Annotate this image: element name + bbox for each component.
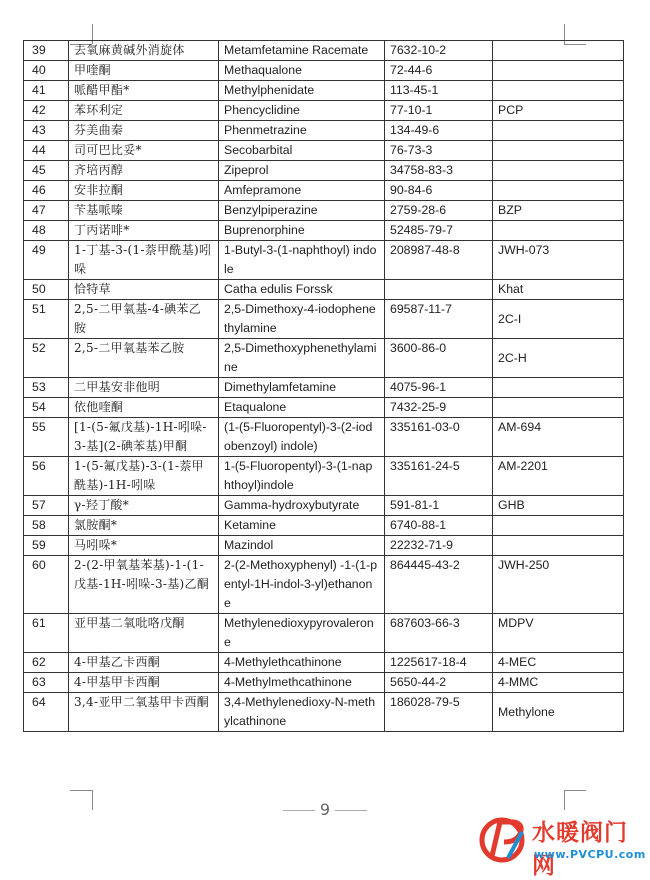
row-number-cell: 45 — [24, 161, 69, 181]
chinese-name-cell: 2,5-二甲氧基-4-碘苯乙胺 — [69, 300, 219, 339]
english-name-cell: Methaqualone — [219, 61, 385, 81]
cas-number-cell: 591-81-1 — [385, 496, 493, 516]
table-row — [24, 457, 624, 496]
abbreviation-cell — [493, 221, 624, 241]
english-name-cell: Ketamine — [219, 516, 385, 536]
row-number-cell: 49 — [24, 241, 69, 280]
abbreviation-cell: 2C-H — [493, 339, 624, 378]
table-row — [24, 693, 624, 732]
english-name-cell: Dimethylamfetamine — [219, 378, 385, 398]
table-row — [24, 241, 624, 280]
abbreviation-cell: BZP — [493, 201, 624, 221]
cas-number-cell: 72-44-6 — [385, 61, 493, 81]
row-number-cell: 56 — [24, 457, 69, 496]
row-number-cell: 40 — [24, 61, 69, 81]
cas-number-cell: 1225617-18-4 — [385, 653, 493, 673]
abbreviation-cell — [493, 161, 624, 181]
abbreviation-cell: AM-694 — [493, 418, 624, 457]
english-name-cell: Metamfetamine Racemate — [219, 41, 385, 61]
crop-mark-bottom-right-h — [564, 790, 586, 791]
row-number-cell: 55 — [24, 418, 69, 457]
controlled-substances-table — [23, 40, 624, 732]
table-row — [24, 536, 624, 556]
cas-number-cell: 2759-28-6 — [385, 201, 493, 221]
english-name-cell: Secobarbital — [219, 141, 385, 161]
english-name-cell: 2,5-Dimethoxyphenethylamine — [219, 339, 385, 378]
table-row — [24, 339, 624, 378]
cas-number-cell: 34758-83-3 — [385, 161, 493, 181]
cas-number-cell: 113-45-1 — [385, 81, 493, 101]
english-name-cell: Methylenedioxypyrovalerone — [219, 614, 385, 653]
chinese-name-cell: 4-甲基乙卡西酮 — [69, 653, 219, 673]
table-row — [24, 496, 624, 516]
english-name-cell: Methylphenidate — [219, 81, 385, 101]
cas-number-cell: 4075-96-1 — [385, 378, 493, 398]
row-number-cell: 52 — [24, 339, 69, 378]
table-body — [24, 41, 624, 732]
chinese-name-cell: 丁丙诺啡* — [69, 221, 219, 241]
cas-number-cell: 3600-86-0 — [385, 339, 493, 378]
cas-number-cell: 22232-71-9 — [385, 536, 493, 556]
english-name-cell: 2-(2-Methoxyphenyl) -1-(1-pentyl-1H-indol-3-yl)ethanone — [219, 556, 385, 614]
crop-mark-bottom-left-h — [70, 790, 92, 791]
chinese-name-cell: 2,5-二甲氧基苯乙胺 — [69, 339, 219, 378]
row-number-cell: 53 — [24, 378, 69, 398]
table-row — [24, 201, 624, 221]
row-number-cell: 59 — [24, 536, 69, 556]
abbreviation-cell: JWH-250 — [493, 556, 624, 614]
row-number-cell: 39 — [24, 41, 69, 61]
table-row — [24, 378, 624, 398]
row-number-cell: 64 — [24, 693, 69, 732]
chinese-name-cell: 马吲哚* — [69, 536, 219, 556]
abbreviation-cell: PCP — [493, 101, 624, 121]
table-row — [24, 418, 624, 457]
cas-number-cell: 687603-66-3 — [385, 614, 493, 653]
table-row — [24, 161, 624, 181]
watermark-logo-icon — [478, 812, 528, 864]
crop-mark-bottom-left-v — [92, 790, 93, 810]
row-number-cell: 47 — [24, 201, 69, 221]
abbreviation-cell — [493, 141, 624, 161]
english-name-cell: 3,4-Methylenedioxy-N-methylcathinone — [219, 693, 385, 732]
cas-number-cell: 52485-79-7 — [385, 221, 493, 241]
table-row — [24, 141, 624, 161]
cas-number-cell: 134-49-6 — [385, 121, 493, 141]
row-number-cell: 44 — [24, 141, 69, 161]
chinese-name-cell: 氯胺酮* — [69, 516, 219, 536]
english-name-cell: 4-Methylmethcathinone — [219, 673, 385, 693]
table-row — [24, 61, 624, 81]
page-number: 9 — [319, 800, 331, 819]
english-name-cell: Phenmetrazine — [219, 121, 385, 141]
table-row — [24, 221, 624, 241]
english-name-cell: Benzylpiperazine — [219, 201, 385, 221]
cas-number-cell — [385, 280, 493, 300]
row-number-cell: 61 — [24, 614, 69, 653]
table-row — [24, 556, 624, 614]
english-name-cell: Etaqualone — [219, 398, 385, 418]
table-row — [24, 653, 624, 673]
row-number-cell: 63 — [24, 673, 69, 693]
chinese-name-cell: 4-甲基甲卡西酮 — [69, 673, 219, 693]
chinese-name-cell: 苄基哌嗪 — [69, 201, 219, 221]
abbreviation-cell — [493, 41, 624, 61]
english-name-cell: Mazindol — [219, 536, 385, 556]
english-name-cell: Catha edulis Forssk — [219, 280, 385, 300]
row-number-cell: 42 — [24, 101, 69, 121]
abbreviation-cell — [493, 398, 624, 418]
chinese-name-cell: 哌醋甲酯* — [69, 81, 219, 101]
english-name-cell: Buprenorphine — [219, 221, 385, 241]
abbreviation-cell — [493, 181, 624, 201]
table-row — [24, 41, 624, 61]
chinese-name-cell: 恰特草 — [69, 280, 219, 300]
cas-number-cell: 335161-03-0 — [385, 418, 493, 457]
chinese-name-cell: 司可巴比妥* — [69, 141, 219, 161]
abbreviation-cell — [493, 378, 624, 398]
chinese-name-cell: 亚甲基二氧吡咯戊酮 — [69, 614, 219, 653]
row-number-cell: 46 — [24, 181, 69, 201]
abbreviation-cell: MDPV — [493, 614, 624, 653]
abbreviation-cell: 4-MMC — [493, 673, 624, 693]
table-row — [24, 121, 624, 141]
row-number-cell: 58 — [24, 516, 69, 536]
chinese-name-cell: 齐培丙醇 — [69, 161, 219, 181]
cas-number-cell: 864445-43-2 — [385, 556, 493, 614]
abbreviation-cell — [493, 516, 624, 536]
abbreviation-cell — [493, 61, 624, 81]
watermark-url: www.PVCPU.com — [534, 848, 646, 861]
cas-number-cell: 7432-25-9 — [385, 398, 493, 418]
english-name-cell: (1-(5-Fluoropentyl)-3-(2-iodobenzoyl) indole) — [219, 418, 385, 457]
cas-number-cell: 208987-48-8 — [385, 241, 493, 280]
cas-number-cell: 76-73-3 — [385, 141, 493, 161]
english-name-cell: Gamma-hydroxybutyrate — [219, 496, 385, 516]
table-row — [24, 673, 624, 693]
table-row — [24, 81, 624, 101]
table-row — [24, 398, 624, 418]
english-name-cell: 2,5-Dimethoxy-4-iodophenethylamine — [219, 300, 385, 339]
english-name-cell: 4-Methylethcathinone — [219, 653, 385, 673]
cas-number-cell: 7632-10-2 — [385, 41, 493, 61]
row-number-cell: 48 — [24, 221, 69, 241]
page-number-line-right — [335, 810, 367, 811]
row-number-cell: 57 — [24, 496, 69, 516]
cas-number-cell: 6740-88-1 — [385, 516, 493, 536]
chinese-name-cell: 芬美曲秦 — [69, 121, 219, 141]
english-name-cell: 1-Butyl-3-(1-naphthoyl) indole — [219, 241, 385, 280]
site-watermark — [474, 806, 650, 879]
chinese-name-cell: 甲喹酮 — [69, 61, 219, 81]
row-number-cell: 41 — [24, 81, 69, 101]
abbreviation-cell: AM-2201 — [493, 457, 624, 496]
abbreviation-cell — [493, 81, 624, 101]
cas-number-cell: 186028-79-5 — [385, 693, 493, 732]
chinese-name-cell: 去氧麻黄碱外消旋体 — [69, 41, 219, 61]
table-row — [24, 101, 624, 121]
table-row — [24, 516, 624, 536]
chinese-name-cell: 苯环利定 — [69, 101, 219, 121]
abbreviation-cell: Khat — [493, 280, 624, 300]
abbreviation-cell: 4-MEC — [493, 653, 624, 673]
abbreviation-cell: JWH-073 — [493, 241, 624, 280]
cas-number-cell: 335161-24-5 — [385, 457, 493, 496]
english-name-cell: Phencyclidine — [219, 101, 385, 121]
english-name-cell: 1-(5-Fluoropentyl)-3-(1-naphthoyl)indole — [219, 457, 385, 496]
chinese-name-cell: 1-丁基-3-(1-萘甲酰基)吲哚 — [69, 241, 219, 280]
chinese-name-cell: γ-羟丁酸* — [69, 496, 219, 516]
abbreviation-cell — [493, 536, 624, 556]
row-number-cell: 54 — [24, 398, 69, 418]
abbreviation-cell: 2C-I — [493, 300, 624, 339]
row-number-cell: 43 — [24, 121, 69, 141]
row-number-cell: 62 — [24, 653, 69, 673]
watermark-title: 水暖阀门网 — [532, 820, 628, 879]
table-row — [24, 300, 624, 339]
chinese-name-cell: [1-(5-氟戊基)-1H-吲哚-3-基](2-碘苯基)甲酮 — [69, 418, 219, 457]
table-row — [24, 280, 624, 300]
abbreviation-cell — [493, 121, 624, 141]
row-number-cell: 50 — [24, 280, 69, 300]
english-name-cell: Amfepramone — [219, 181, 385, 201]
chinese-name-cell: 1-(5-氟戊基)-3-(1-萘甲酰基)-1H-吲哚 — [69, 457, 219, 496]
chinese-name-cell: 二甲基安非他明 — [69, 378, 219, 398]
row-number-cell: 51 — [24, 300, 69, 339]
english-name-cell: Zipeprol — [219, 161, 385, 181]
table-row — [24, 614, 624, 653]
row-number-cell: 60 — [24, 556, 69, 614]
cas-number-cell: 77-10-1 — [385, 101, 493, 121]
cas-number-cell: 69587-11-7 — [385, 300, 493, 339]
cas-number-cell: 90-84-6 — [385, 181, 493, 201]
chinese-name-cell: 依他喹酮 — [69, 398, 219, 418]
cas-number-cell: 5650-44-2 — [385, 673, 493, 693]
chinese-name-cell: 安非拉酮 — [69, 181, 219, 201]
chinese-name-cell: 2-(2-甲氧基苯基)-1-(1-戊基-1H-吲哚-3-基)乙酮 — [69, 556, 219, 614]
abbreviation-cell: GHB — [493, 496, 624, 516]
chinese-name-cell: 3,4-亚甲二氧基甲卡西酮 — [69, 693, 219, 732]
abbreviation-cell: Methylone — [493, 693, 624, 732]
table-row — [24, 181, 624, 201]
